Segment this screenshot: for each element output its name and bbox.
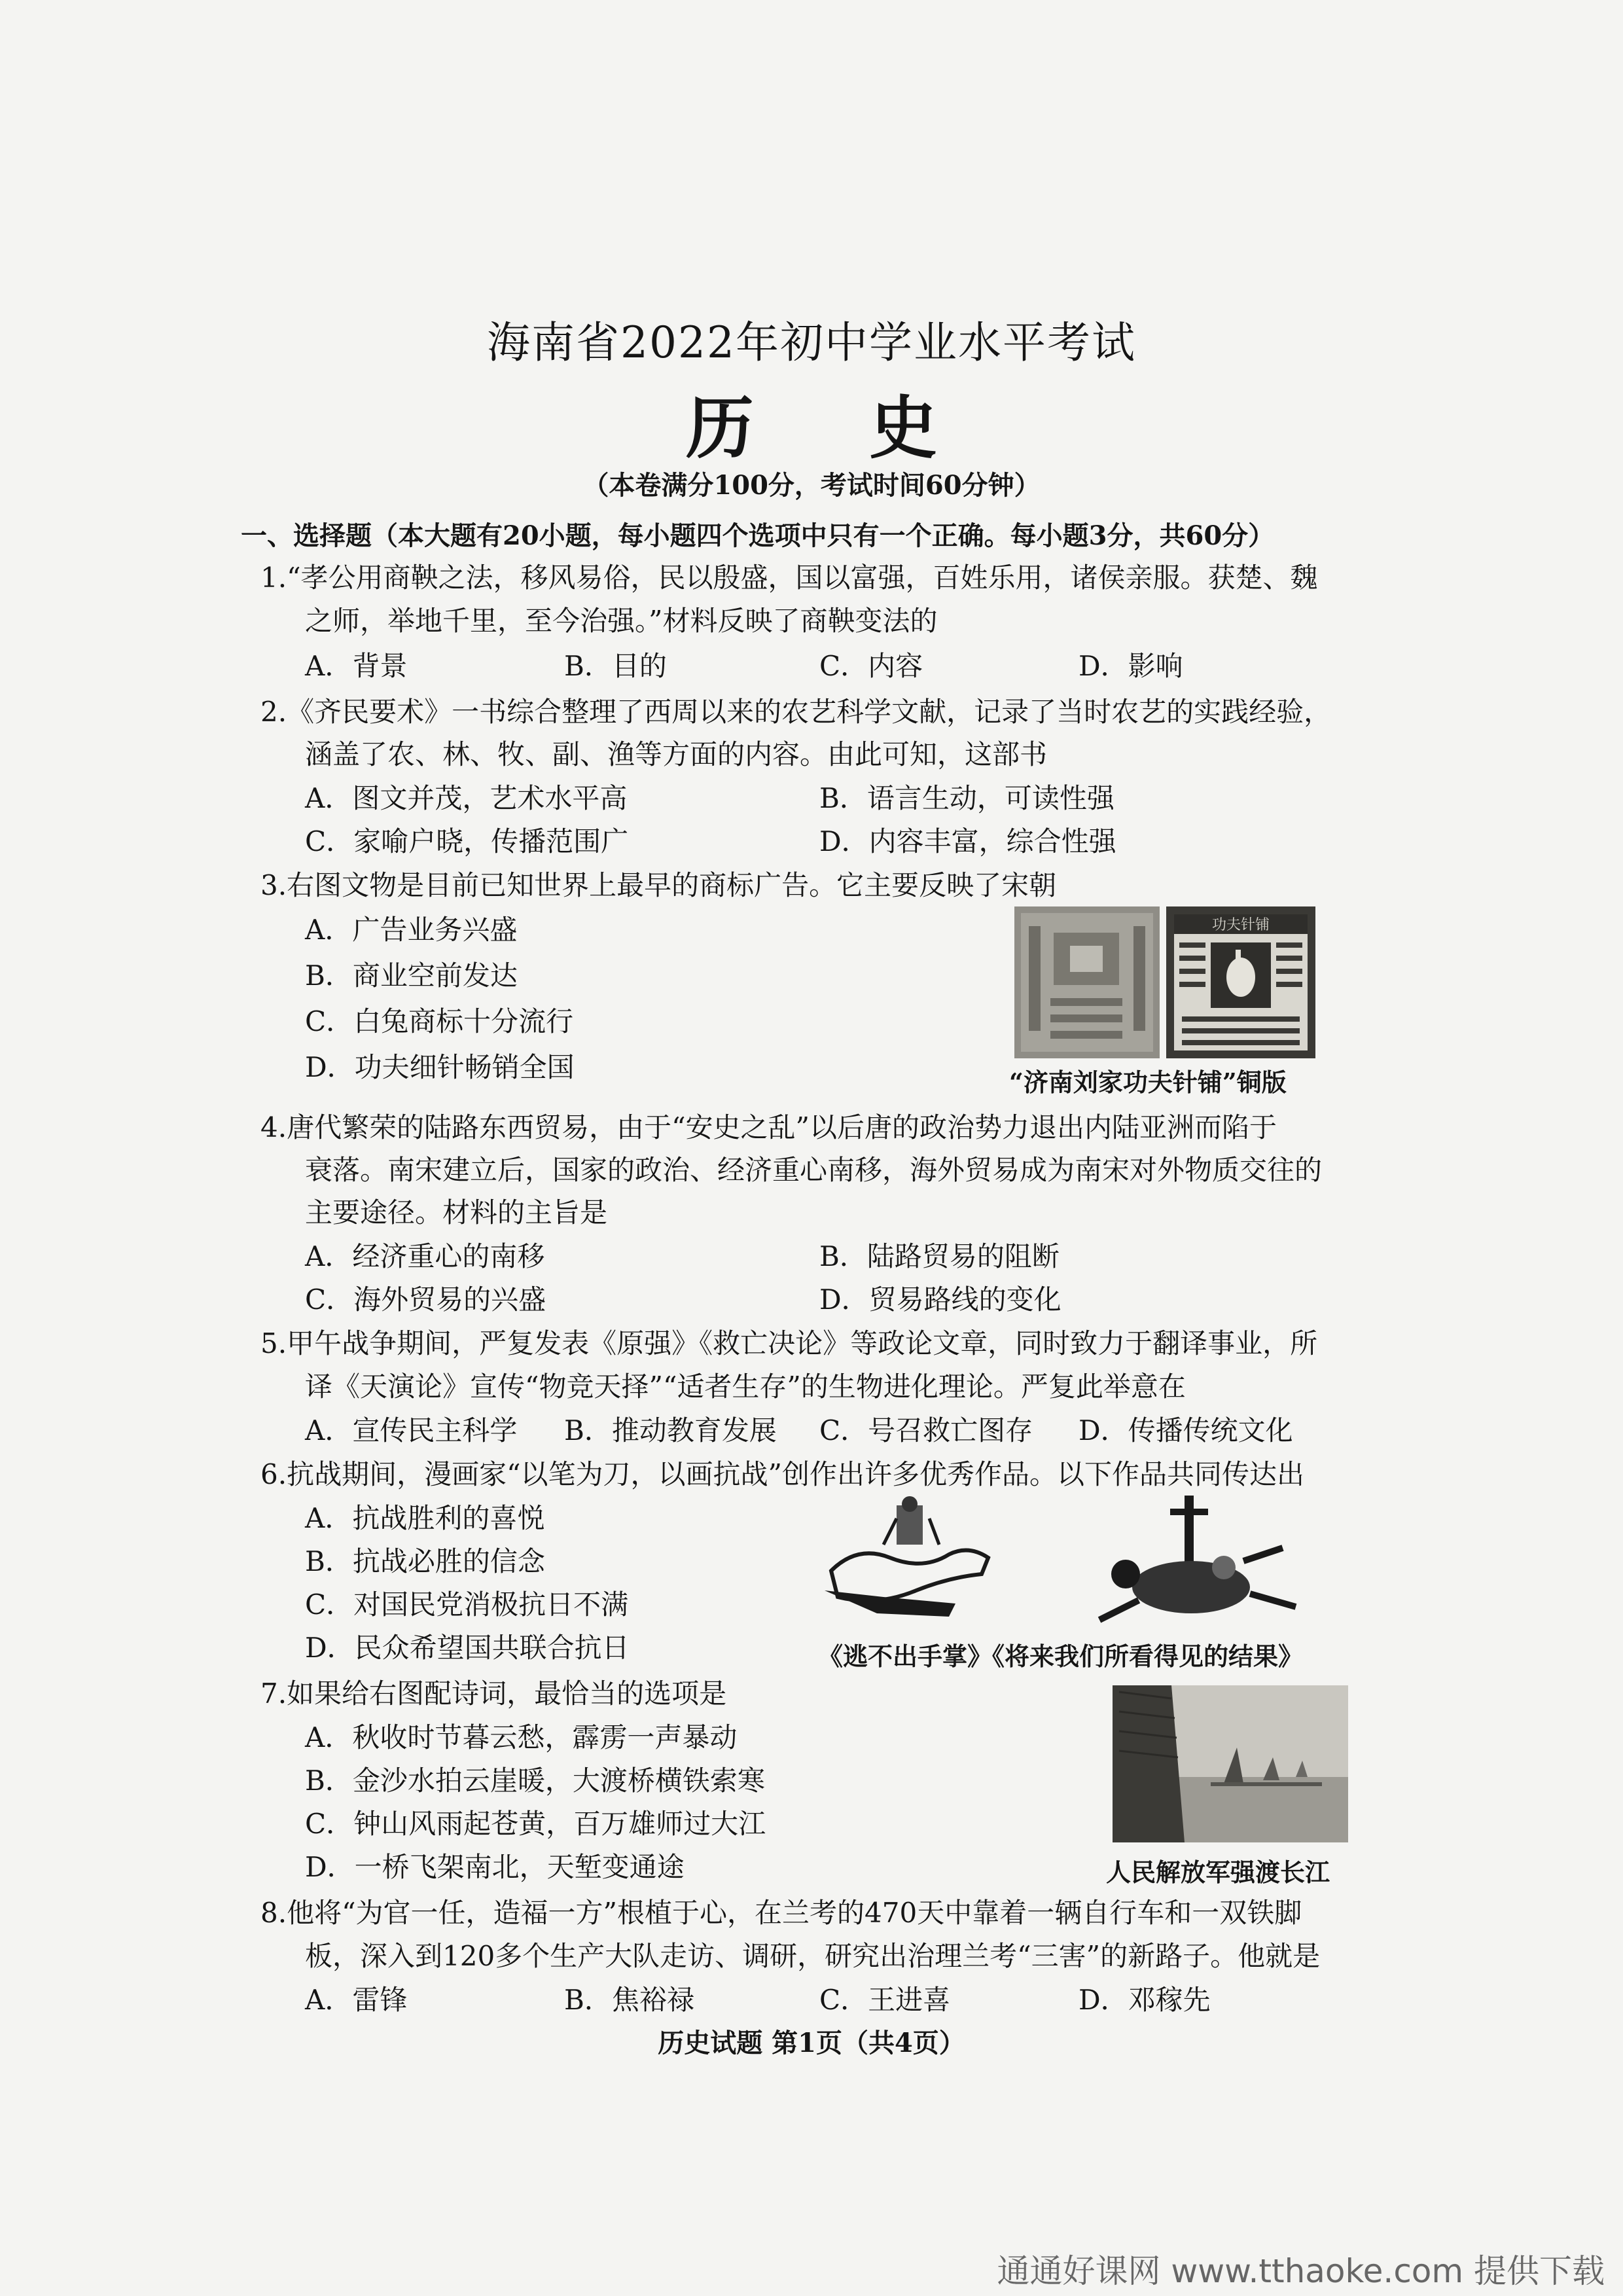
question-1-option-c[interactable]: C．内容 [819, 650, 923, 682]
question-7-line-1 [260, 1672, 726, 1715]
question-2-option-d[interactable]: D．内容丰富，综合性强 [819, 825, 1116, 857]
question-text: “孝公用商鞅之法，移风易俗，民以殷盛，国以富强，百姓乐用，诸侯亲服。获楚、魏 [287, 562, 1318, 594]
question-3-option-a[interactable]: A．广告业务兴盛 [305, 914, 518, 946]
question-number: 5. [260, 1327, 287, 1359]
cartoon-sword-figure [1086, 1496, 1302, 1626]
question-6-option-b[interactable]: B．抗战必胜的信念 [305, 1545, 545, 1577]
cartoon-sword-image [1086, 1496, 1302, 1626]
exam-note: （本卷满分100分，考试时间60分钟） [582, 470, 1041, 501]
question-4-option-b[interactable]: B．陆路贸易的阻断 [819, 1240, 1060, 1272]
question-4-option-d[interactable]: D．贸易路线的变化 [819, 1283, 1061, 1316]
question-1-option-b[interactable]: B．目的 [564, 650, 667, 682]
question-2-line-2: 涵盖了农、林、牧、副、渔等方面的内容。由此可知，这部书 [305, 738, 1048, 770]
question-4-line-3: 主要途径。材料的主旨是 [305, 1196, 608, 1229]
question-5-option-d[interactable]: D．传播传统文化 [1079, 1414, 1293, 1446]
question-3-option-c[interactable]: C．白兔商标十分流行 [305, 1005, 574, 1037]
cartoon-hand-figure [818, 1492, 1001, 1623]
question-7-option-a[interactable]: A．秋收时节暮云愁，霹雳一声暴动 [305, 1721, 738, 1753]
question-8-option-a[interactable]: A．雷锋 [305, 1984, 408, 2016]
exam-title: 海南省2022年初中学业水平考试 [487, 317, 1136, 368]
cartoon-hand-image [818, 1492, 1001, 1623]
question-7-caption: 人民解放军强渡长江 [1106, 1857, 1330, 1887]
watermark: 通通好课网 www.tthaoke.com 提供下载 [997, 2252, 1605, 2290]
question-2-option-b[interactable]: B．语言生动，可读性强 [819, 782, 1115, 814]
question-2-line-1 [260, 691, 1331, 734]
question-5-line-2: 译《天演论》宣传“物竞天择”“适者生存”的生物进化理论。严复此举意在 [305, 1371, 1186, 1403]
question-5-option-b[interactable]: B．推动教育发展 [564, 1414, 777, 1446]
question-3-option-d[interactable]: D．功夫细针畅销全国 [305, 1051, 575, 1083]
question-1-line-2: 之师，举地千里，至今治强。”材料反映了商鞅变法的 [305, 605, 938, 637]
question-6-caption: 《逃不出手掌》《将来我们所看得见的结果》 [818, 1641, 1304, 1671]
question-8-option-c[interactable]: C．王进喜 [819, 1984, 951, 2016]
question-number: 7. [260, 1677, 287, 1710]
stamp-text: 功夫针铺 [1211, 917, 1270, 933]
yangtze-crossing-figure [1113, 1685, 1348, 1842]
question-4-line-1 [260, 1106, 1277, 1149]
copper-plate-image [1014, 906, 1315, 1058]
question-7-option-b[interactable]: B．金沙水拍云崖暖，大渡桥横铁索寒 [305, 1765, 765, 1797]
question-2-option-a[interactable]: A．图文并茂，艺术水平高 [305, 782, 628, 814]
question-6-line-1 [260, 1453, 1304, 1496]
question-number: 6. [260, 1458, 287, 1490]
yangtze-crossing-image [1113, 1685, 1348, 1842]
question-text: 唐代繁荣的陆路东西贸易，由于“安史之乱”以后唐的政治势力退出内陆亚洲而陷于 [287, 1111, 1277, 1143]
question-text: 甲午战争期间，严复发表《原强》《救亡决论》等政论文章，同时致力于翻译事业，所 [287, 1327, 1318, 1359]
question-4-line-2: 衰落。南宋建立后，国家的政治、经济重心南移，海外贸易成为南宋对外物质交往的 [305, 1154, 1323, 1186]
copper-plate-figure [1014, 906, 1315, 1058]
question-3-option-b[interactable]: B．商业空前发达 [305, 960, 518, 992]
question-text: 右图文物是目前已知世界上最早的商标广告。它主要反映了宋朝 [287, 869, 1057, 901]
section-heading: 一、选择题（本大题有20小题，每小题四个选项中只有一个正确。每小题3分，共60分） [241, 520, 1275, 551]
question-8-option-d[interactable]: D．邓稼先 [1079, 1984, 1211, 2016]
question-6-option-c[interactable]: C．对国民党消极抗日不满 [305, 1588, 629, 1621]
question-8-line-2: 板，深入到120多个生产大队走访、调研，研究出治理兰考“三害”的新路子。他就是 [305, 1940, 1321, 1972]
question-3-caption: “济南刘家功夫针铺”铜版 [1009, 1067, 1287, 1097]
question-5-option-a[interactable]: A．宣传民主科学 [305, 1414, 518, 1446]
question-text: 他将“为官一任，造福一方”根植于心，在兰考的470天中靠着一辆自行车和一双铁脚 [287, 1897, 1302, 1929]
question-7-option-d[interactable]: D．一桥飞架南北，天堑变通途 [305, 1851, 685, 1883]
question-8-line-1 [260, 1892, 1302, 1935]
page-footer: 历史试题 第1页（共4页） [658, 2028, 965, 2058]
question-text: 抗战期间，漫画家“以笔为刀，以画抗战”创作出许多优秀作品。以下作品共同传达出 [287, 1458, 1305, 1490]
question-5-line-1 [260, 1322, 1317, 1365]
question-text: 《齐民要术》一书综合整理了西周以来的农艺科学文献，记录了当时农艺的实践经验， [287, 696, 1332, 728]
question-number: 1. [260, 562, 287, 594]
question-2-option-c[interactable]: C．家喻户晓，传播范围广 [305, 825, 629, 857]
question-4-option-a[interactable]: A．经济重心的南移 [305, 1240, 545, 1272]
question-6-option-a[interactable]: A．抗战胜利的喜悦 [305, 1502, 545, 1534]
question-1-line-1 [260, 556, 1318, 600]
question-6-option-d[interactable]: D．民众希望国共联合抗日 [305, 1632, 630, 1664]
question-7-option-c[interactable]: C．钟山风雨起苍黄，百万雄师过大江 [305, 1808, 766, 1840]
question-number: 3. [260, 869, 287, 901]
question-number: 2. [260, 696, 287, 728]
question-number: 8. [260, 1897, 287, 1929]
question-text: 如果给右图配诗词，最恰当的选项是 [287, 1677, 727, 1710]
question-number: 4. [260, 1111, 287, 1143]
question-3-line-1 [260, 864, 1056, 907]
question-5-option-c[interactable]: C．号召救亡图存 [819, 1414, 1033, 1446]
subject-title: 历 史 [685, 387, 984, 468]
question-8-option-b[interactable]: B．焦裕禄 [564, 1984, 694, 2016]
question-4-option-c[interactable]: C．海外贸易的兴盛 [305, 1283, 546, 1316]
question-1-option-d[interactable]: D．影响 [1079, 650, 1183, 682]
question-1-option-a[interactable]: A．背景 [305, 650, 408, 682]
